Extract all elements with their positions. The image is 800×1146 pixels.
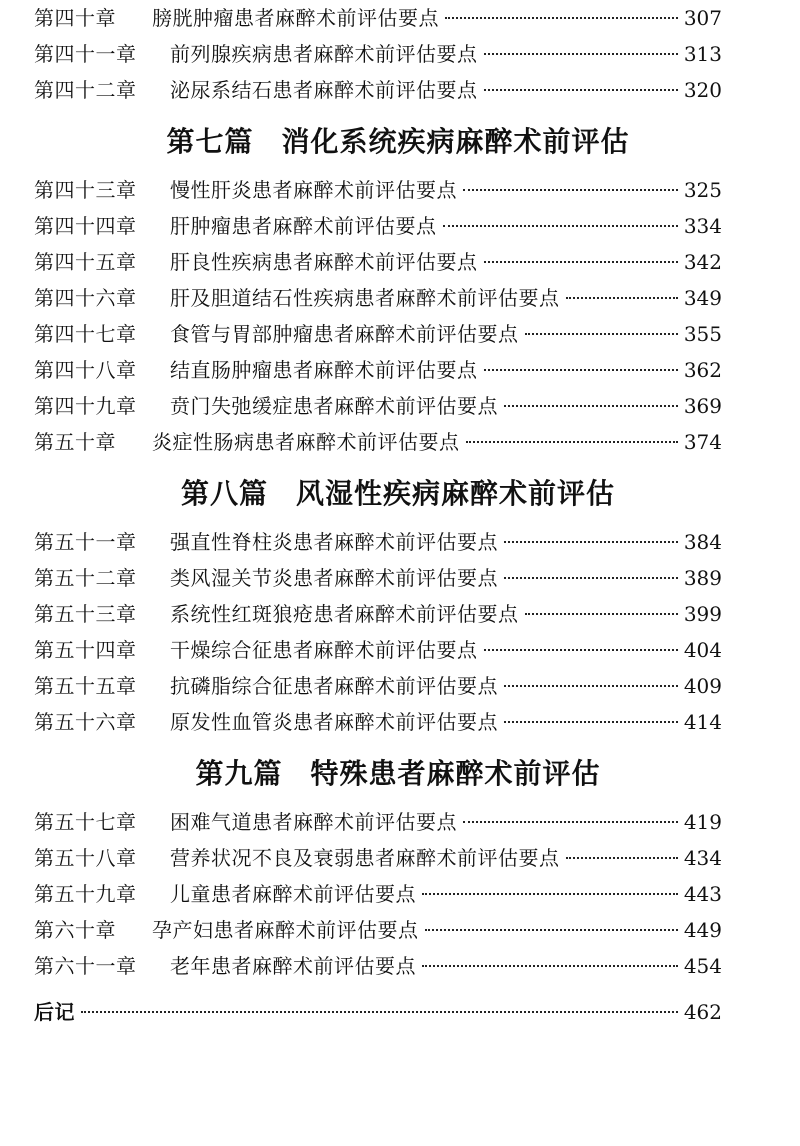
toc-entry[interactable] [34, 280, 722, 316]
chapter-title: 肝良性疾病患者麻醉术前评估要点 [170, 250, 478, 274]
page-number: 399 [683, 602, 722, 626]
toc-entry[interactable] [34, 948, 722, 984]
page-number: 325 [683, 178, 722, 202]
chapter-number: 第四十六章 [34, 286, 137, 310]
dot-leader [484, 53, 678, 55]
part-name: 特殊患者麻醉术前评估 [310, 757, 601, 790]
toc-entry[interactable] [34, 804, 722, 840]
dot-leader [81, 1011, 678, 1013]
part-heading [34, 112, 722, 172]
dot-leader [422, 893, 678, 895]
part-number: 第七篇 [166, 125, 254, 158]
chapter-number: 第六十一章 [34, 954, 137, 978]
toc-entry[interactable] [34, 840, 722, 876]
dot-leader [525, 613, 678, 615]
page-number: 307 [683, 6, 722, 30]
chapter-title: 困难气道患者麻醉术前评估要点 [170, 810, 457, 834]
chapter-title: 食管与胃部肿瘤患者麻醉术前评估要点 [170, 322, 519, 346]
dot-leader [566, 857, 678, 859]
toc-entry[interactable] [34, 632, 722, 668]
page-number: 389 [683, 566, 722, 590]
chapter-number: 第四十九章 [34, 394, 137, 418]
chapter-title: 膀胱肿瘤患者麻醉术前评估要点 [152, 6, 439, 30]
dot-leader [445, 17, 678, 19]
chapter-number: 第四十八章 [34, 358, 137, 382]
toc-entry[interactable] [34, 424, 722, 460]
page-number: 334 [683, 214, 722, 238]
chapter-number: 第四十章 [34, 6, 116, 30]
page-number: 342 [683, 250, 722, 274]
toc-entry[interactable] [34, 524, 722, 560]
chapter-title: 慢性肝炎患者麻醉术前评估要点 [170, 178, 457, 202]
toc-entry[interactable] [34, 208, 722, 244]
page-number: 362 [683, 358, 722, 382]
dot-leader [422, 965, 678, 967]
dot-leader [425, 929, 678, 931]
page-number: 454 [683, 954, 722, 978]
part-heading [34, 464, 722, 524]
part-number: 第九篇 [195, 757, 283, 790]
page-number: 349 [683, 286, 722, 310]
chapter-title: 前列腺疾病患者麻醉术前评估要点 [170, 42, 478, 66]
chapter-number: 第五十二章 [34, 566, 137, 590]
dot-leader [466, 441, 678, 443]
chapter-title: 原发性血管炎患者麻醉术前评估要点 [170, 710, 498, 734]
chapter-title: 泌尿系结石患者麻醉术前评估要点 [170, 78, 478, 102]
toc-entry[interactable] [34, 172, 722, 208]
chapter-number: 第五十八章 [34, 846, 137, 870]
page-number: 409 [683, 674, 722, 698]
toc-entry[interactable] [34, 560, 722, 596]
chapter-title: 营养状况不良及衰弱患者麻醉术前评估要点 [170, 846, 560, 870]
chapter-number: 第四十二章 [34, 78, 137, 102]
toc-entry[interactable] [34, 244, 722, 280]
chapter-number: 第五十三章 [34, 602, 137, 626]
dot-leader [525, 333, 678, 335]
part-name: 风湿性疾病麻醉术前评估 [296, 477, 616, 510]
toc-entry[interactable] [34, 0, 722, 36]
page-number: 384 [683, 530, 722, 554]
toc-entry[interactable] [34, 72, 722, 108]
chapter-number: 第五十章 [34, 430, 116, 454]
chapter-title: 肝肿瘤患者麻醉术前评估要点 [170, 214, 437, 238]
dot-leader [504, 577, 678, 579]
dot-leader [504, 721, 678, 723]
page-number: 443 [683, 882, 722, 906]
chapter-title: 肝及胆道结石性疾病患者麻醉术前评估要点 [170, 286, 560, 310]
page-number: 374 [683, 430, 722, 454]
chapter-number: 第四十五章 [34, 250, 137, 274]
chapter-title: 孕产妇患者麻醉术前评估要点 [152, 918, 419, 942]
toc-entry[interactable] [34, 912, 722, 948]
chapter-title: 类风湿关节炎患者麻醉术前评估要点 [170, 566, 498, 590]
page-number: 449 [683, 918, 722, 942]
page-number: 434 [683, 846, 722, 870]
chapter-number: 第四十七章 [34, 322, 137, 346]
toc-entry[interactable] [34, 596, 722, 632]
dot-leader [504, 685, 678, 687]
table-of-contents [34, 0, 722, 984]
chapter-title: 炎症性肠病患者麻醉术前评估要点 [152, 430, 460, 454]
afterword-page-number: 462 [683, 1000, 722, 1024]
dot-leader [463, 189, 678, 191]
dot-leader [484, 369, 678, 371]
chapter-title: 抗磷脂综合征患者麻醉术前评估要点 [170, 674, 498, 698]
dot-leader [443, 225, 678, 227]
page-number: 404 [683, 638, 722, 662]
toc-entry-afterword[interactable] [34, 994, 722, 1030]
page-number: 419 [683, 810, 722, 834]
chapter-title: 老年患者麻醉术前评估要点 [170, 954, 416, 978]
chapter-number: 第五十九章 [34, 882, 137, 906]
afterword-title: 后记 [34, 1000, 75, 1024]
part-heading [34, 744, 722, 804]
page-number: 369 [683, 394, 722, 418]
chapter-number: 第四十四章 [34, 214, 137, 238]
toc-entry[interactable] [34, 388, 722, 424]
page-number: 355 [683, 322, 722, 346]
chapter-number: 第五十七章 [34, 810, 137, 834]
chapter-title: 干燥综合征患者麻醉术前评估要点 [170, 638, 478, 662]
dot-leader [566, 297, 678, 299]
toc-entry[interactable] [34, 316, 722, 352]
toc-entry[interactable] [34, 876, 722, 912]
toc-entry[interactable] [34, 36, 722, 72]
chapter-title: 系统性红斑狼疮患者麻醉术前评估要点 [170, 602, 519, 626]
dot-leader [463, 821, 678, 823]
chapter-number: 第五十六章 [34, 710, 137, 734]
part-number: 第八篇 [180, 477, 268, 510]
dot-leader [504, 405, 678, 407]
dot-leader [484, 89, 678, 91]
page-number: 414 [683, 710, 722, 734]
chapter-title: 贲门失弛缓症患者麻醉术前评估要点 [170, 394, 498, 418]
part-name: 消化系统疾病麻醉术前评估 [281, 125, 630, 158]
chapter-title: 结直肠肿瘤患者麻醉术前评估要点 [170, 358, 478, 382]
chapter-number: 第四十一章 [34, 42, 137, 66]
chapter-number: 第六十章 [34, 918, 116, 942]
chapter-title: 强直性脊柱炎患者麻醉术前评估要点 [170, 530, 498, 554]
chapter-number: 第五十一章 [34, 530, 137, 554]
chapter-title: 儿童患者麻醉术前评估要点 [170, 882, 416, 906]
page-number: 320 [683, 78, 722, 102]
chapter-number: 第五十五章 [34, 674, 137, 698]
toc-entry[interactable] [34, 704, 722, 740]
toc-entry[interactable] [34, 352, 722, 388]
toc-entry[interactable] [34, 668, 722, 704]
dot-leader [484, 261, 678, 263]
chapter-number: 第五十四章 [34, 638, 137, 662]
dot-leader [504, 541, 678, 543]
chapter-number: 第四十三章 [34, 178, 137, 202]
page-number: 313 [683, 42, 722, 66]
dot-leader [484, 649, 678, 651]
